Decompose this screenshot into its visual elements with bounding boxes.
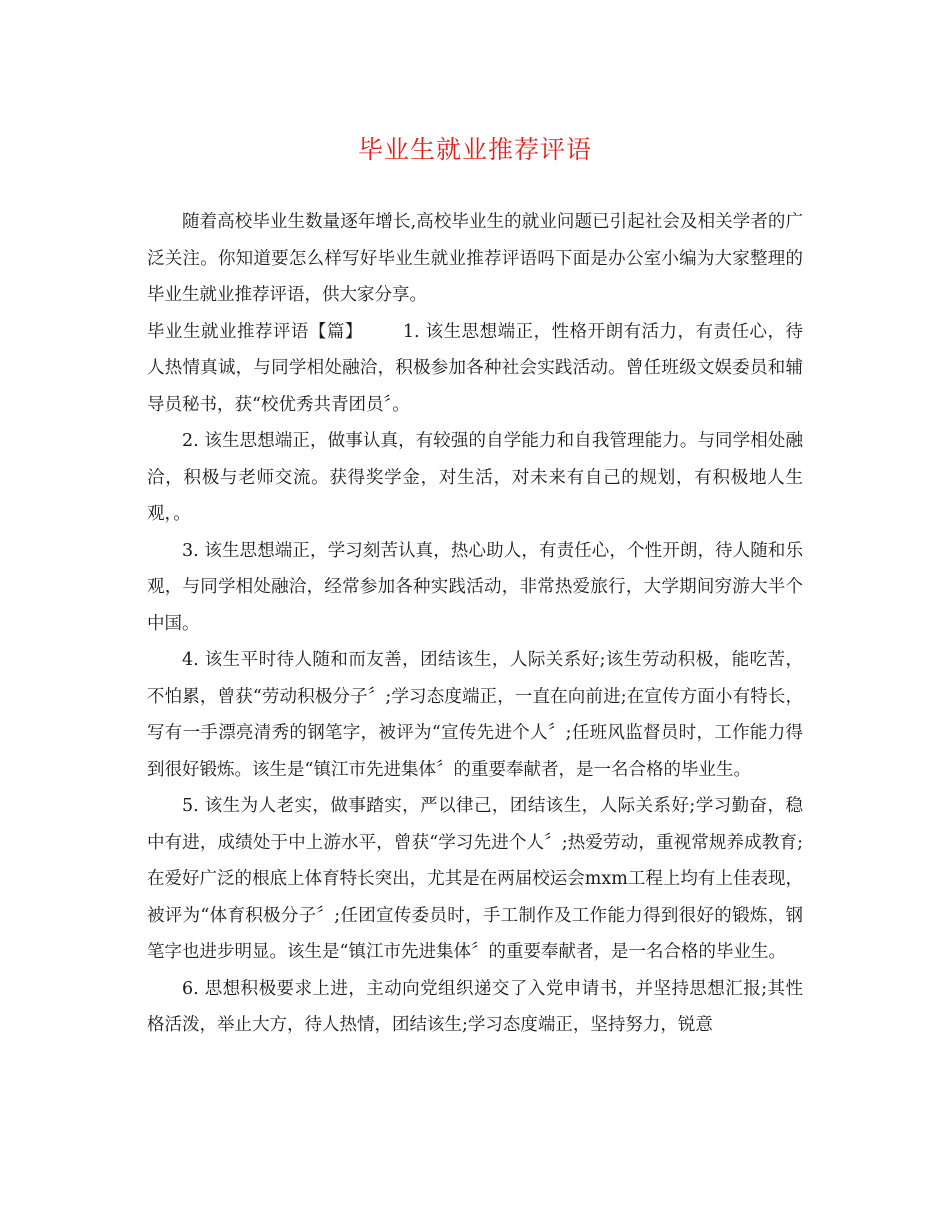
document-body bbox=[147, 204, 803, 1044]
document-title: 毕业生就业推荐评语 bbox=[357, 135, 592, 164]
item-1-text: 1. 该生思想端正，性格开朗有活力，有责任心，待人热情真诚，与同学相处融洽，积极参加各种社会实践活动。曾任班级文娱委员和辅导员秘书，获“校优秀共青团员〞。 bbox=[147, 321, 803, 415]
item-3-paragraph: 3. 该生思想端正，学习刻苦认真，热心助人，有责任心，个性开朗，待人随和乐观，与同学相处融洽，经常参加各种实践活动，非常热爱旅行，大学期间穷游大半个中国。 bbox=[147, 540, 803, 634]
section-heading: 毕业生就业推荐评语【篇】 bbox=[147, 321, 363, 342]
section-paragraph-1 bbox=[147, 314, 803, 424]
item-2-paragraph: 2. 该生思想端正，做事认真，有较强的自学能力和自我管理能力。与同学相处融洽，积极与老师交流。获得奖学金，对生活，对未来有自己的规划，有积极地人生观，。 bbox=[147, 431, 803, 524]
item-6-paragraph: 6. 思想积极要求上进，主动向党组织递交了入党申请书，并坚持思想汇报;其性格活泼，举止大方，待人热情，团结该生;学习态度端正，坚持努力，锐意 bbox=[147, 978, 803, 1035]
item-5-paragraph: 5. 该生为人老实，做事踏实，严以律己，团结该生，人际关系好;学习勤奋，稳中有进，成绩处于中上游水平，曾获“学习先进个人〞;热爱劳动，重视常规养成教育;在爱好广泛的根底上体育特长突出，尤其是在两届校运会mxm工程上均有上佳表现，被评为“体育积极分子〞;任团宣传委员时，手工制作及工作能力得到很好的锻炼，钢笔字也进步明显。该生是“镇江市先进集体〞的重要奉献者，是一名合格的毕业生。 bbox=[147, 796, 803, 962]
intro-paragraph: 随着高校毕业生数量逐年增长,高校毕业生的就业问题已引起社会及相关学者的广泛关注。你知道要怎么样写好毕业生就业推荐评语吗下面是办公室小编为大家整理的毕业生就业推荐评语，供大家分享。 bbox=[147, 212, 803, 305]
item-4-paragraph: 4. 该生平时待人随和而友善，团结该生，人际关系好;该生劳动积极，能吃苦，不怕累，曾获“劳动积极分子〞;学习态度端正，一直在向前进;在宣传方面小有特长，写有一手漂亮清秀的钢笔字，被评为“宣传先进个人〞;任班风监督员时，工作能力得到很好锻炼。该生是“镇江市先进集体〞的重要奉献者，是一名合格的毕业生。 bbox=[147, 650, 803, 780]
